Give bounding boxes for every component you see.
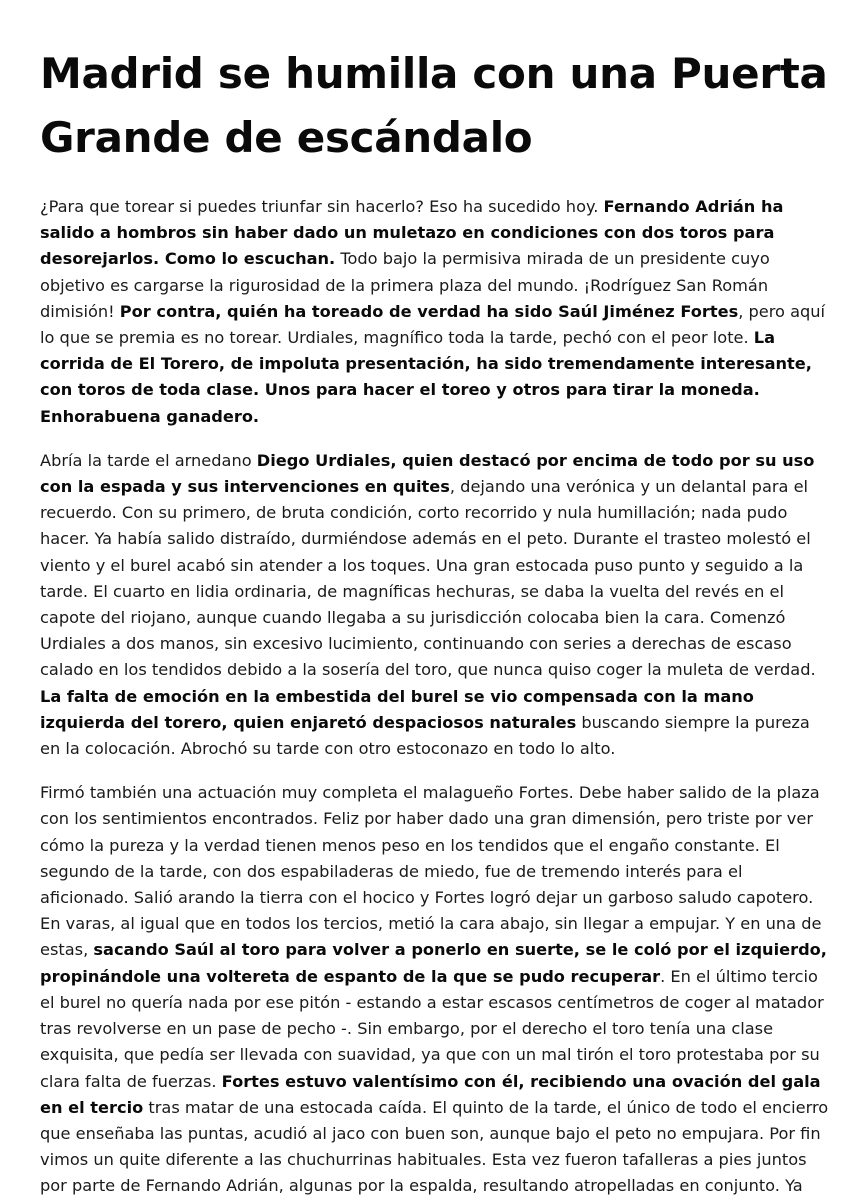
article-paragraph xyxy=(40,448,835,762)
text-run: . En el último tercio el burel no quería nada por ese pitón - estando a estar escasos centímetros de coger al matador tras revolverse en un pase de pecho -. Sin embargo, por el derecho el toro tenía una clase exquisita, que pedía ser llevada con suavidad, ya que con un mal tirón el toro protestaba por su clara falta de fuerzas. xyxy=(40,966,824,1091)
article-body xyxy=(40,194,835,1200)
article-paragraph xyxy=(40,780,835,1199)
text-run: Abría la tarde el arnedano xyxy=(40,450,257,470)
article-headline: Madrid se humilla con una Puerta Grande de escándalo xyxy=(40,49,828,162)
text-run: Todo bajo la permisiva mirada de un presidente cuyo objetivo es cargarse la rigurosidad de la primera plaza del mundo. ¡Rodríguez San Román dimisión! xyxy=(40,249,770,321)
bold-text-run: La falta de emoción en la embestida del burel se vio compensada con la mano izquierda del torero, quien enjaretó despaciosos naturales xyxy=(40,686,754,732)
bold-text-run: Por contra, quién ha toreado de verdad ha sido Saúl Jiménez Fortes xyxy=(119,301,739,321)
text-run: buscando siempre la pureza en la colocación. Abrochó su tarde con otro estoconazo en todo lo alto. xyxy=(40,712,810,759)
text-run: , pero aquí lo que se premia es no torear. Urdiales, magnífico toda la tarde, pechó con el peor lote. xyxy=(40,301,826,348)
bold-text-run: La corrida de El Torero, de impoluta presentación, ha sido tremendamente interesante, con toros de toda clase. Unos para hacer el toreo y otros para tirar la moneda. Enhorabuena ganadero. xyxy=(40,328,812,426)
text-run: , dejando una verónica y un delantal para el recuerdo. Con su primero, de bruta condición, corto recorrido y nula humillación; nada pudo hacer. Ya había salido distraído, durmiéndose además en el peto. Durante el trasteo molestó el viento y el burel acabó sin atender a los toques. Una gran estocada puso punto y seguido a la tarde. El cuarto en lidia ordinaria, de magníficas hechuras, se daba la vuelta del revés en el capote del riojano, aunque cuando llegaba a su jurisdicción colocaba bien la cara. Comenzó Urdiales a dos manos, sin excesivo lucimiento, continuando con series a derechas de escaso calado en los tendidos debido a la sosería del toro, que nunca quiso coger la muleta de verdad. xyxy=(40,477,816,680)
text-run: tras matar de una estocada caída. El quinto de la tarde, el único de todo el encierro que enseñaba las puntas, acudió al jaco con buen son, aunque bajo el peto no empujara. Por fin vimos un quite diferente a las chuchurrinas habituales. Esta vez fueron tafalleras a pies juntos por parte de Fernando Adrián, algunas por la espalda, resultando atropelladas en conjunto. Ya xyxy=(40,1097,829,1196)
bold-text-run: sacando Saúl al toro para volver a ponerlo en suerte, se le coló por el izquierdo, propinándole una voltereta de espanto de la que se pudo recuperar xyxy=(40,940,827,986)
text-run: ¿Para que torear si puedes triunfar sin hacerlo? Eso ha sucedido hoy. xyxy=(40,197,604,216)
bold-text-run: Fortes estuvo valentísimo con él, recibiendo una ovación del gala en el tercio xyxy=(40,1071,821,1117)
bold-text-run: Diego Urdiales, quien destacó por encima de todo por su uso con la espada y sus intervenciones en quites xyxy=(40,450,815,497)
article-paragraph xyxy=(40,194,835,430)
bold-text-run: Fernando Adrián ha salido a hombros sin haber dado un muletazo en condiciones con dos toros para desorejarlos. Como lo escuchan. xyxy=(40,197,784,269)
text-run: Firmó también una actuación muy completa el malagueño Fortes. Debe haber salido de la plaza con los sentimientos encontrados. Feliz por haber dado una gran dimensión, pero triste por ver cómo la pureza y la verdad tienen menos peso en los tendidos que el engaño constante. El segundo de la tarde, con dos espabiladeras de miedo, fue de tremendo interés para el aficionado. Salió arando la tierra con el hocico y Fortes logró dejar un garboso saludo capotero. En varas, al igual que en todos los tercios, metió la cara abajo, sin llegar a empujar. Y en una de estas, xyxy=(40,783,822,960)
